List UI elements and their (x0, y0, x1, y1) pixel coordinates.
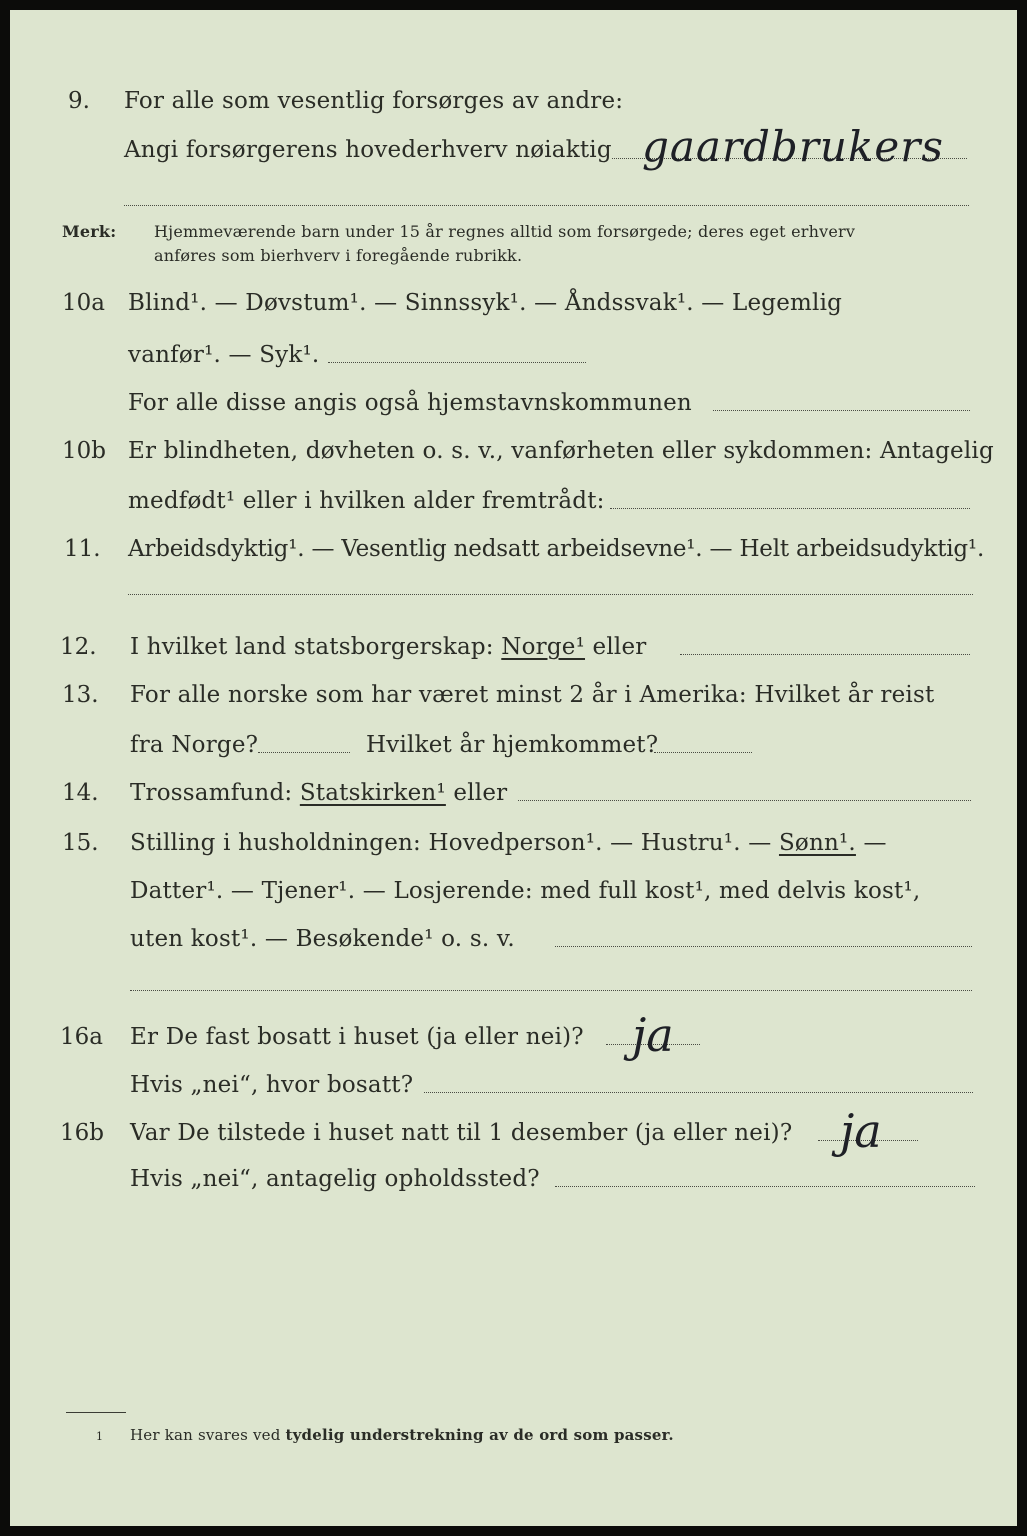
q9-extra-line (124, 205, 969, 206)
footnote-prefix: Her kan svares ved (130, 1426, 281, 1444)
q9-line1: For alle som vesentlig forsørges av andre: (124, 88, 624, 114)
q12-suffix: eller (592, 634, 647, 660)
q16a-line2: Hvis „nei“, hvor bosatt? (130, 1072, 414, 1098)
q16b-line2: Hvis „nei“, antagelig opholdssted? (130, 1166, 540, 1192)
q13-line2b: Hvilket år hjemkommet? (366, 732, 659, 758)
q16b-handwritten-answer: ja (840, 1104, 882, 1158)
footnote-mark: 1 (96, 1430, 104, 1443)
q10a-line1: Blind¹. — Døvstum¹. — Sinnssyk¹. — Åndssvak¹. — Legemlig (128, 290, 843, 316)
q13-year-returned-line (654, 752, 752, 753)
q13-line1: For alle norske som har været minst 2 år i Amerika: Hvilket år reist (130, 682, 935, 708)
q10a-number: 10a (62, 290, 105, 316)
q15-extra-line-a (555, 946, 972, 947)
merk-line1: Hjemmeværende barn under 15 år regnes alltid som forsørgede; deres eget erhverv (154, 222, 856, 241)
q16a-line1: Er De fast bosatt i huset (ja eller nei)? (130, 1024, 584, 1050)
q14-prefix: Trossamfund: (130, 780, 293, 806)
q10a-sick-line (328, 362, 586, 363)
q10a-line2: vanfør¹. — Syk¹. (128, 342, 320, 368)
q14-text (130, 780, 507, 806)
q16a-number: 16a (60, 1024, 103, 1050)
q14-suffix: eller (453, 780, 508, 806)
q10b-line1: Er blindheten, døvheten o. s. v., vanførheten eller sykdommen: Antagelig (128, 438, 994, 464)
q9-number: 9. (68, 88, 90, 114)
q12-country-line (680, 654, 970, 655)
q10b-number: 10b (62, 438, 106, 464)
q16b-number: 16b (60, 1120, 104, 1146)
q15-extra-line-b (130, 990, 972, 991)
q15-line3: uten kost¹. — Besøkende¹ o. s. v. (130, 926, 515, 952)
merk-label: Merk: (62, 222, 117, 241)
q11-line1: Arbeidsdyktig¹. — Vesentlig nedsatt arbeidsevne¹. — Helt arbeidsudyktig¹. (128, 536, 985, 562)
footnote-rule (66, 1412, 126, 1413)
q15-line1a: Stilling i husholdningen: Hovedperson¹. — Hustru¹. — (130, 830, 772, 856)
q16a-residence-line (424, 1092, 973, 1093)
q13-number: 13. (62, 682, 99, 708)
q15-line1b: — (863, 830, 887, 856)
q10a-municipality-line (713, 410, 970, 411)
q10b-line2: medfødt¹ eller i hvilken alder fremtrådt: (128, 488, 605, 514)
q10b-age-line (610, 508, 970, 509)
q12-prefix: I hvilket land statsborgerskap: (130, 634, 494, 660)
q14-number: 14. (62, 780, 99, 806)
census-form-page (10, 10, 1017, 1526)
q15-line1 (130, 830, 887, 856)
q16a-handwritten-answer: ja (632, 1008, 674, 1062)
q9-handwritten-answer: gaardbrukers (642, 122, 944, 171)
q12-number: 12. (60, 634, 97, 660)
q11-extra-line (128, 594, 973, 595)
merk-line2: anføres som bierhverv i foregående rubrikk. (154, 246, 523, 265)
q15-sonn-underlined: Sønn¹. (778, 830, 856, 856)
q13-year-left-line (258, 752, 350, 753)
q13-line2a: fra Norge? (130, 732, 259, 758)
q16b-whereabouts-line (555, 1186, 975, 1187)
q14-faith-line (518, 800, 971, 801)
footnote-bold: tydelig understrekning av de ord som passer. (285, 1426, 674, 1444)
q12-norge-underlined: Norge¹ (501, 634, 586, 660)
q11-number: 11. (64, 536, 101, 562)
footnote-text (130, 1426, 674, 1444)
q15-number: 15. (62, 830, 99, 856)
q12-text (130, 634, 646, 660)
q16b-line1: Var De tilstede i huset natt til 1 desember (ja eller nei)? (130, 1120, 793, 1146)
q15-line2: Datter¹. — Tjener¹. — Losjerende: med full kost¹, med delvis kost¹, (130, 878, 921, 904)
q14-statskirken-underlined: Statskirken¹ (299, 780, 446, 806)
q9-line2: Angi forsørgerens hovederhverv nøiaktig (124, 137, 612, 163)
q10a-line3: For alle disse angis også hjemstavnskommunen (128, 390, 692, 416)
